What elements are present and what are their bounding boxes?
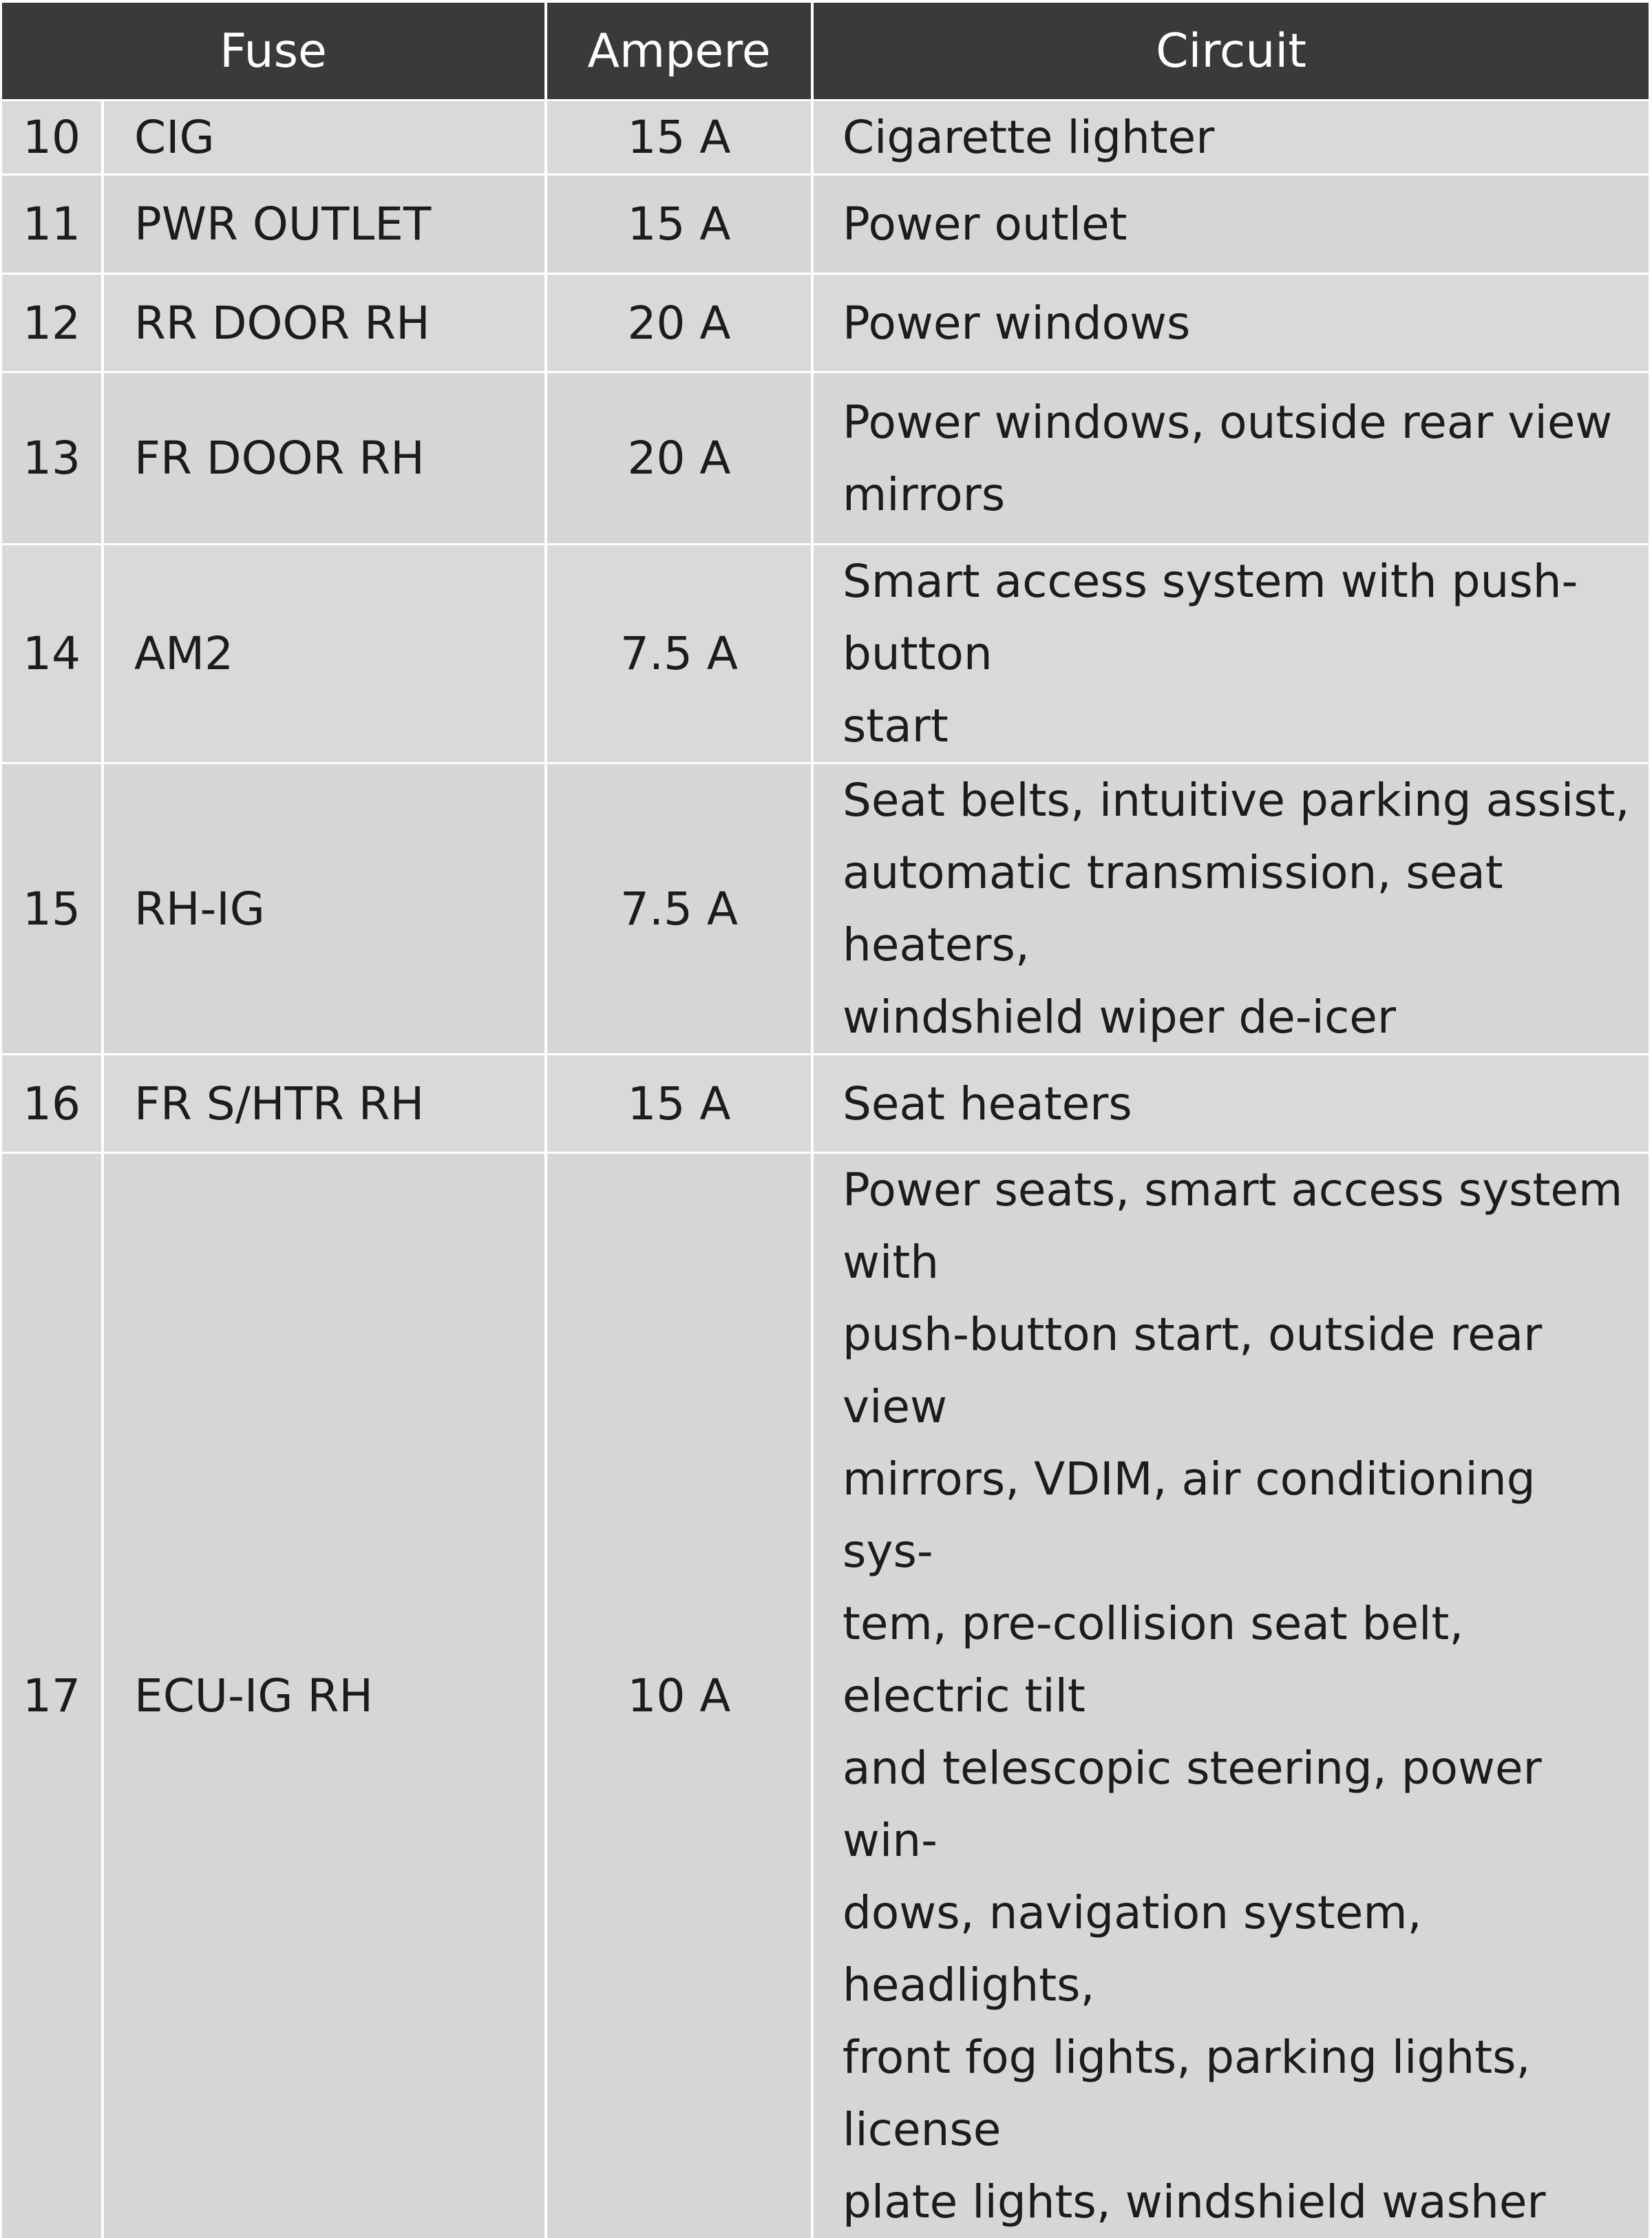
fuse-ampere: 7.5 A [546, 763, 812, 1055]
table-row [2, 1055, 1649, 1153]
fuse-name: AM2 [103, 545, 546, 763]
fuse-number: 16 [2, 1055, 103, 1153]
fuse-number: 14 [2, 545, 103, 763]
fuse-name: FR DOOR RH [103, 372, 546, 545]
fuse-ampere: 15 A [546, 101, 812, 175]
circuit-text: Smart access system with push-button start [843, 545, 1635, 762]
table-header-row [2, 3, 1649, 101]
fuse-number: 12 [2, 274, 103, 372]
fuse-circuit [812, 372, 1649, 545]
circuit-text: Power outlet [843, 188, 1635, 260]
circuit-text: Cigarette lighter [843, 101, 1635, 173]
table-row [2, 101, 1649, 175]
fuse-number: 11 [2, 175, 103, 274]
fuse-name: ECU-IG RH [103, 1153, 546, 2238]
table-row [2, 545, 1649, 763]
table-row [2, 763, 1649, 1055]
table-row [2, 372, 1649, 545]
table-row [2, 274, 1649, 372]
fuse-name: CIG [103, 101, 546, 175]
fuse-table [2, 3, 1649, 2238]
fuse-number: 15 [2, 763, 103, 1055]
fuse-ampere: 20 A [546, 274, 812, 372]
fuse-name: FR S/HTR RH [103, 1055, 546, 1153]
circuit-text: Seat heaters [843, 1068, 1635, 1140]
fuse-ampere: 7.5 A [546, 545, 812, 763]
fuse-ampere: 15 A [546, 1055, 812, 1153]
fuse-circuit [812, 274, 1649, 372]
fuse-ampere: 20 A [546, 372, 812, 545]
fuse-ampere: 15 A [546, 175, 812, 274]
fuse-circuit [812, 1055, 1649, 1153]
fuse-circuit [812, 175, 1649, 274]
fuse-number: 10 [2, 101, 103, 175]
fuse-name: RR DOOR RH [103, 274, 546, 372]
table-row [2, 175, 1649, 274]
fuse-circuit [812, 101, 1649, 175]
circuit-text: Seat belts, intuitive parking assist, automatic transmission, seat heaters, windshield wiper de-icer [843, 764, 1635, 1053]
circuit-text: Power windows, outside rear view mirrors [843, 386, 1635, 531]
fuse-number: 13 [2, 372, 103, 545]
fuse-ampere: 10 A [546, 1153, 812, 2238]
header-circuit: Circuit [812, 3, 1649, 101]
fuse-number: 17 [2, 1153, 103, 2238]
fuse-circuit [812, 763, 1649, 1055]
fuse-circuit [812, 545, 1649, 763]
header-ampere: Ampere [546, 3, 812, 101]
fuse-name: RH-IG [103, 763, 546, 1055]
circuit-text: Power windows [843, 287, 1635, 359]
header-fuse: Fuse [2, 3, 546, 101]
fuse-name: PWR OUTLET [103, 175, 546, 274]
circuit-text: Power seats, smart access system with push-button start, outside rear view mirrors, VDIM, air conditioning sys- tem, pre-collision seat belt, electric tilt and telescopic steering, power win- dows, navigation system, headlights, front fog lights, parking lights, license plate lights, windshield washer [843, 1154, 1635, 2238]
